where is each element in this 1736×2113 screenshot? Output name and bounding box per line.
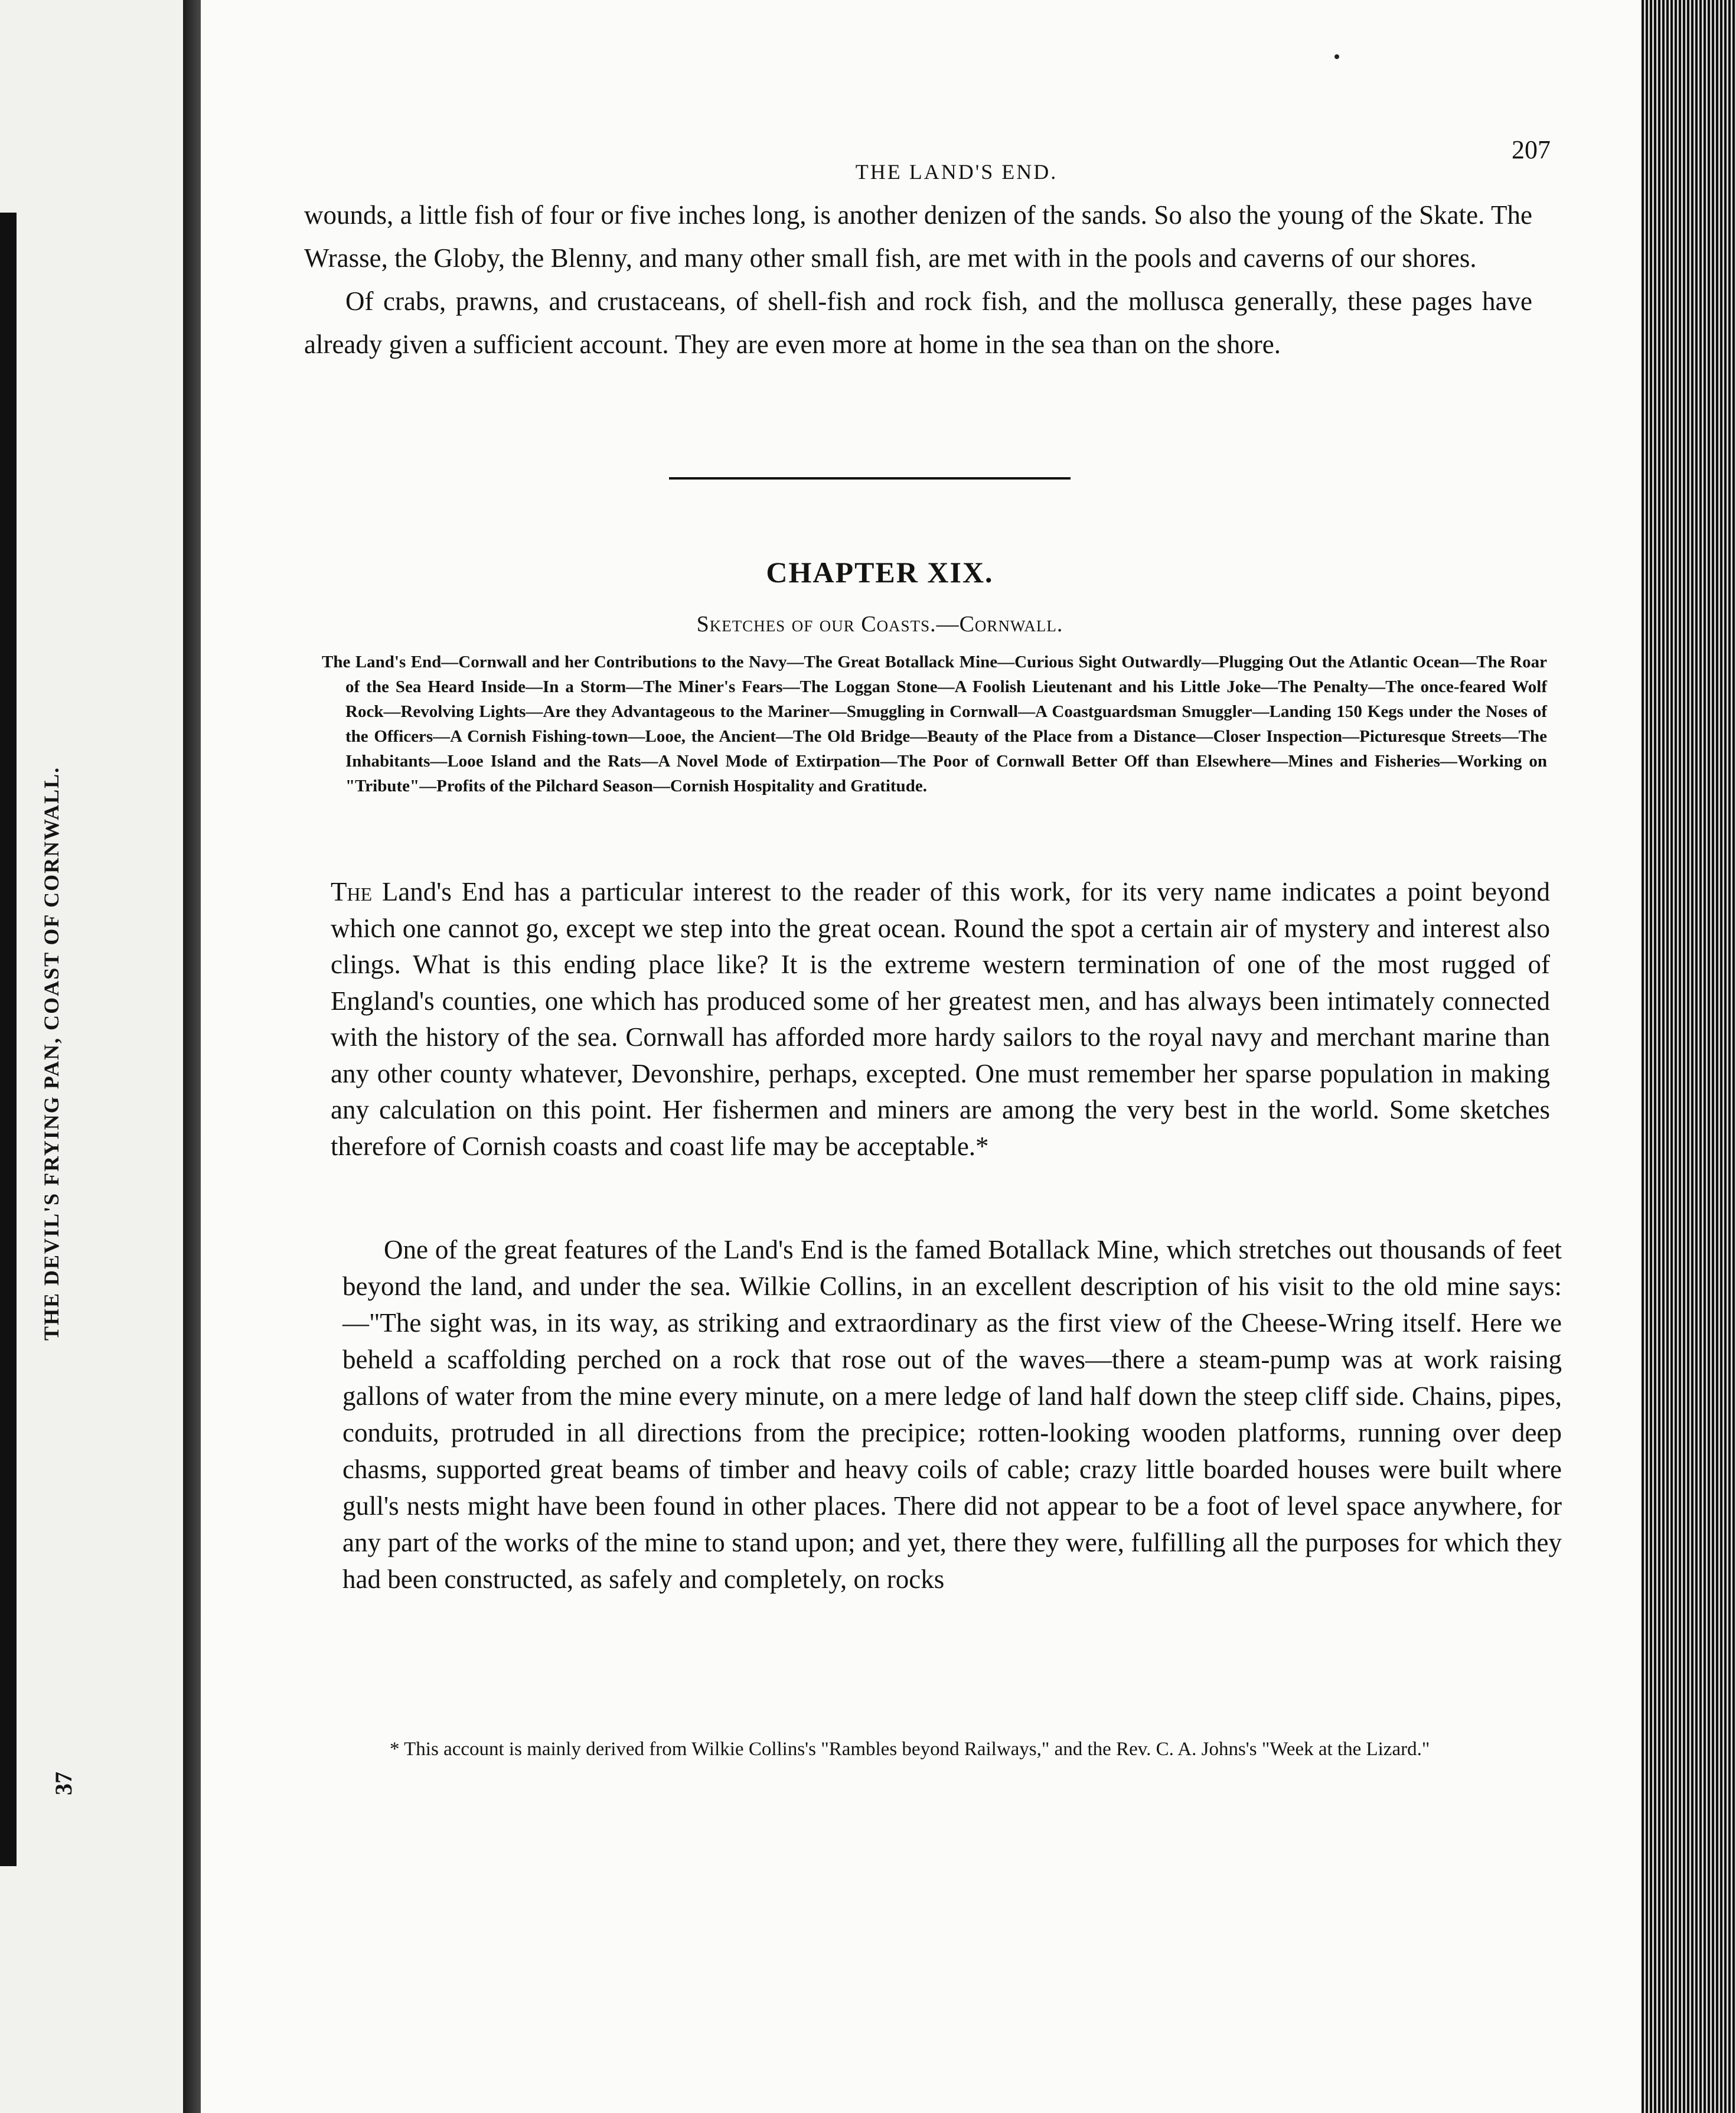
plate-caption: THE DEVIL'S FRYING PAN, COAST OF CORNWALL.: [40, 766, 63, 1341]
plate-illustration-edge: [0, 213, 17, 1866]
print-speck: [1334, 54, 1339, 59]
chapter-subtitle: Sketches of our Coasts.—Cornwall.: [696, 612, 1063, 637]
opening-word: The: [331, 877, 373, 906]
body-paragraph-1: [331, 874, 1550, 1165]
book-page: [201, 0, 1665, 2113]
paragraph-1-text: Land's End has a particular interest to the reader of this work, for its very name indicates a point beyond which one cannot go, except we step into the great ocean. Round the spot a certain air of mystery and interest also clings. What is this ending place like? It is the extreme western termination of one of the most rugged of England's counties, one which has produced some of her greatest men, and has always been intimately connected with the history of the sea. Cornwall has afforded more hardy sailors to the royal navy and merchant marine than any other county whatever, Devonshire, perhaps, excepted. One must remember her sparse population in making any calculation on this point. Her fishermen and miners are among the very best in the world. Some sketches therefore of Cornish coasts and coast life may be acceptable.*: [331, 877, 1550, 1161]
facing-page: [0, 0, 183, 2113]
section-divider: [669, 477, 1071, 480]
continued-paragraph-1: wounds, a little fish of four or five inches long, is another denizen of the sands. So also the young of the Skate. The Wrasse, the Globy, the Blenny, and many other small fish, are met with in the pools and caverns of our shores.: [304, 200, 1532, 273]
continued-paragraph-2: Of crabs, prawns, and crustaceans, of shell-fish and rock fish, and the mollusca generally, these pages have already given a sufficient account. They are even more at home in the sea than on the shore.: [304, 286, 1532, 359]
page-number: 207: [1512, 135, 1551, 164]
footnote: * This account is mainly derived from Wilkie Collins's "Rambles beyond Railways," and the Rev. C. A. Johns's "Week at the Lizard.": [390, 1739, 1430, 1760]
chapter-title: CHAPTER XIX.: [766, 556, 994, 589]
page-edges: [1642, 0, 1736, 2113]
chapter-synopsis: The Land's End—Cornwall and her Contributions to the Navy—The Great Botallack Mine—Curious Sight Outwardly—Plugging Out the Atlantic Ocean—The Roar of the Sea Heard Inside—In a Storm—The Miner's Fears—The Loggan Stone—A Foolish Lieutenant and his Little Joke—The Penalty—The once-feared Wolf Rock—Revolving Lights—Are they Advantageous to the Mariner—Smuggling in Cornwall—A Coastguardsman Smuggler—Landing 150 Kegs under the Noses of the Officers—A Cornish Fishing-town—Looe, the Ancient—The Old Bridge—Beauty of the Place from a Distance—Closer Inspection—Picturesque Streets—The Inhabitants—Looe Island and the Rats—A Novel Mode of Extirpation—The Poor of Cornwall Better Off than Elsewhere—Mines and Fisheries—Working on "Tribute"—Profits of the Pilchard Season—Cornish Hospitality and Gratitude.: [322, 653, 1547, 795]
running-header: THE LAND'S END.: [855, 160, 1058, 184]
body-paragraph-2: One of the great features of the Land's End is the famed Botallack Mine, which stretches out thousands of feet beyond the land, and under the sea. Wilkie Collins, in an excellent description of his visit to the old mine says:—"The sight was, in its way, as striking and extraordinary as the first view of the Cheese-Wring itself. Here we beheld a scaffolding perched on a rock that rose out of the waves—there a steam-pump was at work raising gallons of water from the mine every minute, on a mere ledge of land half down the steep cliff side. Chains, pipes, conduits, protruded in all directions from the precipice; rotten-looking wooden platforms, running over deep chasms, supported great beams of timber and heavy coils of cable; crazy little boarded houses were built where gull's nests might have been found in other places. There did not appear to be a foot of level space anywhere, for any part of the works of the mine to stand upon; and yet, there they were, fulfilling all the purposes for which they had been constructed, as safely and completely, on rocks: [342, 1235, 1562, 1594]
plate-number: 37: [50, 1772, 77, 1795]
book-gutter: [183, 0, 201, 2113]
continued-text: [304, 194, 1532, 366]
